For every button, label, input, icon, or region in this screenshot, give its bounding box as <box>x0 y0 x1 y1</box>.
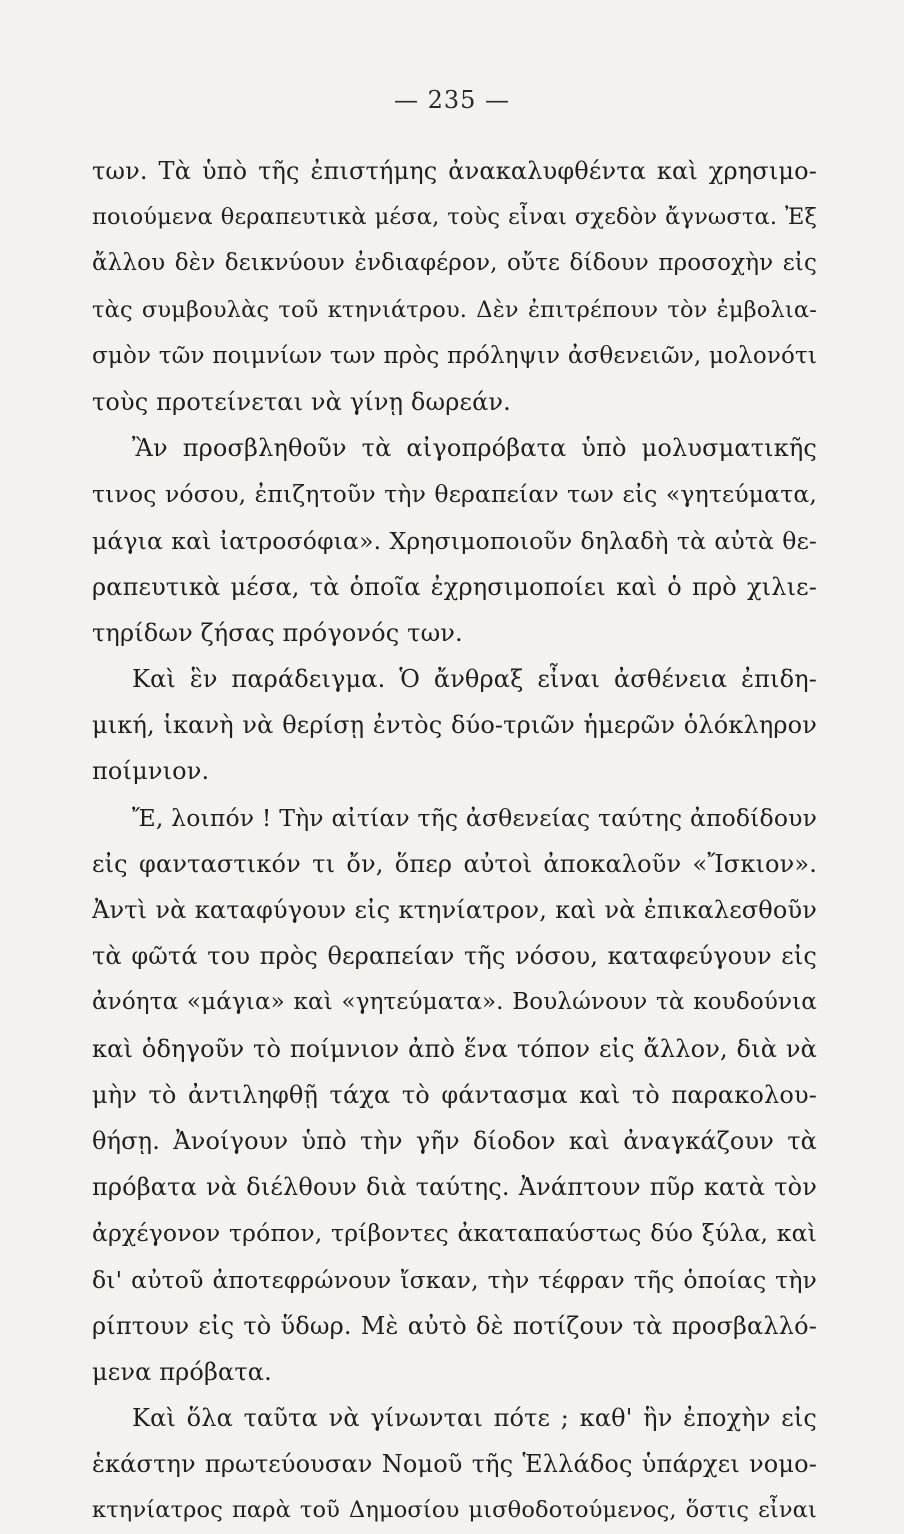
text-line: σμὸν τῶν ποιμνίων των πρὸς πρόληψιν ἀσθενειῶν, μολονότι <box>92 342 817 369</box>
body-text <box>92 148 817 1534</box>
text-line: ἄλλου δὲν δεικνύουν ἐνδιαφέρον, οὔτε δίδουν προσοχὴν εἰς <box>92 250 817 277</box>
text-line: θήσῃ. Ἀνοίγουν ὑπὸ τὴν γῆν δίοδον καὶ ἀναγκάζουν τὰ <box>92 1126 817 1155</box>
text-line: μάγια καὶ ἰατροσόφια». Χρησιμοποιοῦν δηλαδὴ τὰ αὐτὰ θε- <box>92 526 817 555</box>
text-line: ποιούμενα θεραπευτικὰ μέσα, τοὺς εἶναι σχεδὸν ἄγνωστα. Ἐξ <box>92 204 817 231</box>
text-line: Καὶ ἓν παράδειγμα. Ὁ ἄνθραξ εἶναι ἀσθένεια ἐπιδη- <box>132 665 817 694</box>
text-line: καὶ ὁδηγοῦν τὸ ποίμνιον ἀπὸ ἕνα τόπον εἰς ἄλλον, διὰ νὰ <box>92 1034 817 1063</box>
text-line: ἀνόητα «μάγια» καὶ «γητεύματα». Βουλώνουν τὰ κουδούνια <box>92 989 817 1016</box>
text-line: εἰς φανταστικόν τι ὄν, ὅπερ αὐτοὶ ἀποκαλοῦν «Ἴσκιον». <box>92 849 817 878</box>
text-line: μὴν τὸ ἀντιληφθῇ τάχα τὸ φάντασμα καὶ τὸ παρακολου- <box>92 1080 817 1109</box>
text-line: ρίπτουν εἰς τὸ ὕδωρ. Μὲ αὐτὸ δὲ ποτίζουν τὰ προσβαλλό- <box>92 1311 817 1340</box>
text-line: Καὶ ὅλα ταῦτα νὰ γίνωνται πότε ; καθ' ἣν ἐποχὴν εἰς <box>132 1404 817 1433</box>
text-line: ποίμνιον. <box>92 757 210 786</box>
text-line: ραπευτικὰ μέσα, τὰ ὁποῖα ἐχρησιμοποίει καὶ ὁ πρὸ χιλιε- <box>92 572 817 601</box>
text-line: μική, ἱκανὴ νὰ θερίσῃ ἐντὸς δύο-τριῶν ἡμερῶν ὁλόκληρον <box>92 711 817 740</box>
text-line: τὰ φῶτά του πρὸς θεραπείαν τῆς νόσου, καταφεύγουν εἰς <box>92 942 817 971</box>
text-line: ἑκάστην πρωτεύουσαν Νομοῦ τῆς Ἑλλάδος ὑπάρχει νομο- <box>92 1450 817 1479</box>
page-number: — 235 — <box>393 86 511 114</box>
text-line: τηρίδων ζήσας πρόγονός των. <box>92 618 463 647</box>
text-line: Ἀντὶ νὰ καταφύγουν εἰς κτηνίατρον, καὶ νὰ ἐπικαλεσθοῦν <box>92 896 817 924</box>
text-line: ἀρχέγονον τρόπον, τρίβοντες ἀκαταπαύστως δύο ξύλα, καὶ <box>92 1219 817 1248</box>
text-line: πρόβατα νὰ διέλθουν διὰ ταύτης. Ἀνάπτουν πῦρ κατὰ τὸν <box>92 1173 817 1202</box>
text-line: των. Τὰ ὑπὸ τῆς ἐπιστήμης ἀνακαλυφθέντα καὶ χρησιμο- <box>92 157 817 185</box>
text-line: Ἔ, λοιπόν ! Τὴν αἰτίαν τῆς ἀσθενείας ταύτης ἀποδίδουν <box>132 803 817 832</box>
text-line: μενα πρόβατα. <box>92 1357 272 1386</box>
text-line: κτηνίατρος παρὰ τοῦ Δημοσίου μισθοδοτούμενος, ὅστις εἶναι <box>92 1497 817 1524</box>
text-line: τὰς συμβουλὰς τοῦ κτηνιάτρου. Δὲν ἐπιτρέπουν τὸν ἐμβολια- <box>92 296 817 323</box>
text-line: τοὺς προτείνεται νὰ γίνῃ δωρεάν. <box>92 387 511 416</box>
text-line: δι' αὐτοῦ ἀποτεφρώνουν ἴσκαν, τὴν τέφραν τῆς ὁποίας τὴν <box>92 1265 817 1294</box>
text-line: τινος νόσου, ἐπιζητοῦν τὴν θεραπείαν των εἰς «γητεύματα, <box>92 480 817 509</box>
text-line: Ἂν προσβληθοῦν τὰ αἰγοπρόβατα ὑπὸ μολυσματικῆς <box>132 434 817 463</box>
